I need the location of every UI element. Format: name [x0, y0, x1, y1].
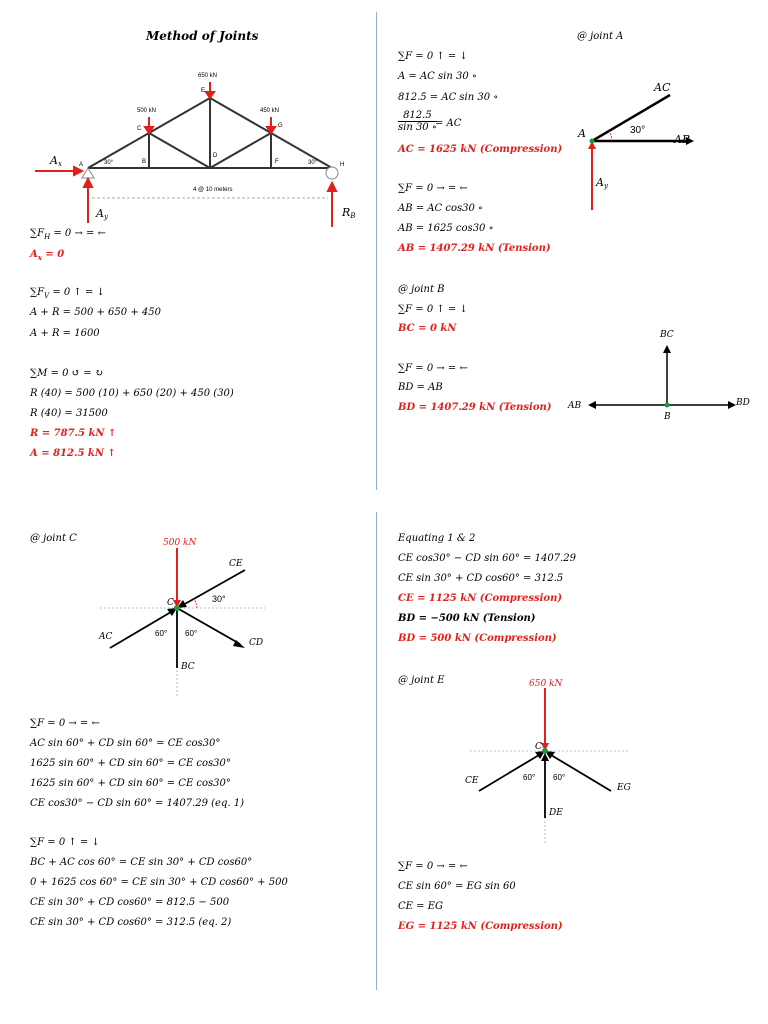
- joint-c-v3: CE sin 30° + CD cos60° = 812.5 − 500: [30, 897, 230, 908]
- joint-b-fbd: [560, 325, 760, 425]
- joint-c-h4: CE cos30° − CD sin 60° = 1407.29 (eq. 1): [30, 798, 244, 809]
- fig-e-load: 650 kN: [529, 679, 563, 689]
- ac-result: AC = 1625 kN (Compression): [398, 144, 563, 155]
- fig-c-angle: 30°: [212, 594, 226, 604]
- joint-c-v-head: ∑F = 0 ↑ = ↓: [30, 837, 100, 848]
- angle-right: 30°: [308, 160, 318, 166]
- ce-result: CE = 1125 kN (Compression): [398, 593, 563, 604]
- fig-c-60l: 60°: [155, 629, 168, 638]
- truss-diagram: [30, 65, 370, 230]
- pin-support: [82, 168, 94, 178]
- global-h-head: $\sum F_H = 0$ → = ←: [30, 228, 106, 241]
- joint-b-h-head: ∑F = 0 → = ←: [398, 363, 468, 374]
- fig-b-bd: BD: [736, 398, 750, 408]
- global-v2: A + R = 1600: [30, 328, 100, 339]
- node-a: A: [79, 162, 84, 168]
- ax-label: Ax: [50, 154, 62, 168]
- joint-c-v2: 0 + 1625 cos 60° = CE sin 30° + CD cos60° + 500: [30, 877, 288, 888]
- node-f: F: [275, 159, 279, 165]
- joint-c-head: @ joint C: [30, 533, 77, 544]
- bd-result: BD = 1407.29 kN (Tension): [398, 402, 552, 413]
- joint-a-l3: AB = AC cos30 ∘: [398, 203, 483, 214]
- span-label: 4 @ 10 meters: [193, 187, 233, 193]
- global-m1: R (40) = 500 (10) + 650 (20) + 450 (30): [30, 388, 234, 399]
- rb-label: RB: [342, 206, 356, 220]
- fig-c-bc: BC: [181, 662, 195, 672]
- node-h: H: [340, 162, 345, 168]
- joint-a-frac-tail: = AC: [435, 118, 462, 129]
- fig-a-ac: AC: [654, 81, 671, 94]
- ay-result: A = 812.5 kN ↑: [30, 448, 116, 459]
- equating-head: Equating 1 & 2: [398, 533, 476, 544]
- joint-a-h-head: ∑F = 0 → = ←: [398, 183, 468, 194]
- global-m-head: ∑M = 0 ↺ = ↻: [30, 368, 104, 379]
- node-b: B: [142, 159, 147, 165]
- fig-b-ab: AB: [568, 401, 582, 411]
- joint-c-v4: CE sin 30° + CD cos60° = 312.5 (eq. 2): [30, 917, 232, 928]
- fig-a-a: A: [578, 127, 586, 140]
- fig-b-b: B: [664, 412, 671, 422]
- fig-e-60l: 60°: [523, 773, 536, 782]
- fig-e-60r: 60°: [553, 773, 566, 782]
- joint-e-l2: CE = EG: [398, 901, 443, 912]
- joint-e-l1: CE sin 60° = EG sin 60: [398, 881, 516, 892]
- fig-c-ce: CE: [229, 559, 243, 569]
- joint-e-h-head: ∑F = 0 → = ←: [398, 861, 468, 872]
- load-g-label: 450 kN: [260, 108, 280, 114]
- joint-e-head: @ joint E: [398, 675, 445, 686]
- fig-b-bc: BC: [660, 330, 674, 340]
- column-divider-top: [376, 12, 377, 490]
- node-d: D: [213, 153, 218, 159]
- rb-result: R = 787.5 kN ↑: [30, 428, 117, 439]
- joint-a-l1: A = AC sin 30 ∘: [398, 71, 477, 82]
- load-e-label: 650 kN: [198, 73, 218, 79]
- fig-c-c: C: [167, 598, 174, 608]
- bd-neg-result: BD = −500 kN (Tension): [398, 613, 536, 624]
- fig-e-ce: CE: [465, 776, 479, 786]
- fig-c-60r: 60°: [185, 629, 198, 638]
- load-c-label: 500 kN: [137, 108, 157, 114]
- joint-c-h-head: ∑F = 0 → = ←: [30, 718, 100, 729]
- fig-a-angle: 30°: [630, 125, 646, 136]
- node-c: C: [137, 126, 142, 132]
- fig-e-de: DE: [549, 808, 563, 818]
- ax-result: $A_x = 0$: [30, 249, 65, 262]
- joint-a-head: @ joint A: [577, 31, 624, 42]
- fig-c-load: 500 kN: [163, 538, 197, 548]
- ab-result: AB = 1407.29 kN (Tension): [398, 243, 551, 254]
- joint-a-fraction: $\frac{812.5}{\sin 30 \circ}$: [398, 110, 437, 133]
- joint-c-h3: 1625 sin 60° + CD sin 60° = CE cos30°: [30, 778, 231, 789]
- equating-l1: CE cos30° − CD sin 60° = 1407.29: [398, 553, 576, 564]
- joint-c-v1: BC + AC cos 60° = CE sin 30° + CD cos60°: [30, 857, 253, 868]
- joint-c-fbd: [95, 530, 270, 702]
- equating-l2: CE sin 30° + CD cos60° = 312.5: [398, 573, 564, 584]
- joint-c-h2: 1625 sin 60° + CD sin 60° = CE cos30°: [30, 758, 231, 769]
- roller-support: [326, 167, 338, 179]
- fig-e-eg: EG: [617, 783, 631, 793]
- global-v1: A + R = 500 + 650 + 450: [30, 307, 161, 318]
- joint-c-h1: AC sin 60° + CD sin 60° = CE cos30°: [30, 738, 221, 749]
- fig-a-ay: Ay: [596, 176, 608, 190]
- joint-b-head: @ joint B: [398, 284, 445, 295]
- joint-a-fbd: [570, 75, 710, 215]
- joint-b-v-head: ∑F = 0 ↑ = ↓: [398, 304, 468, 315]
- bc-result: BC = 0 kN: [398, 323, 457, 334]
- column-divider-bottom: [376, 512, 377, 990]
- fig-c-cd: CD: [249, 638, 264, 648]
- fig-a-ab: AB: [674, 133, 691, 146]
- joint-e-fbd: [465, 673, 635, 848]
- joint-a-l2: 812.5 = AC sin 30 ∘: [398, 92, 499, 103]
- joint-b-l1: BD = AB: [398, 382, 443, 393]
- fig-e-c: C: [535, 742, 542, 752]
- fig-c-ac: AC: [99, 632, 113, 642]
- global-m2: R (40) = 31500: [30, 408, 108, 419]
- eg-result: EG = 1125 kN (Compression): [398, 921, 563, 932]
- page-title: Method of Joints: [146, 29, 259, 43]
- global-v-head: $\sum F_V = 0$ ↑ = ↓: [30, 287, 105, 300]
- bd-comp-result: BD = 500 kN (Compression): [398, 633, 557, 644]
- node-e: E: [201, 88, 206, 94]
- node-g: G: [278, 123, 283, 129]
- joint-a-l4: AB = 1625 cos30 ∘: [398, 223, 494, 234]
- ay-label: Ay: [96, 207, 108, 221]
- angle-left: 30°: [104, 160, 114, 166]
- joint-a-v-head: ∑F = 0 ↑ = ↓: [398, 51, 468, 62]
